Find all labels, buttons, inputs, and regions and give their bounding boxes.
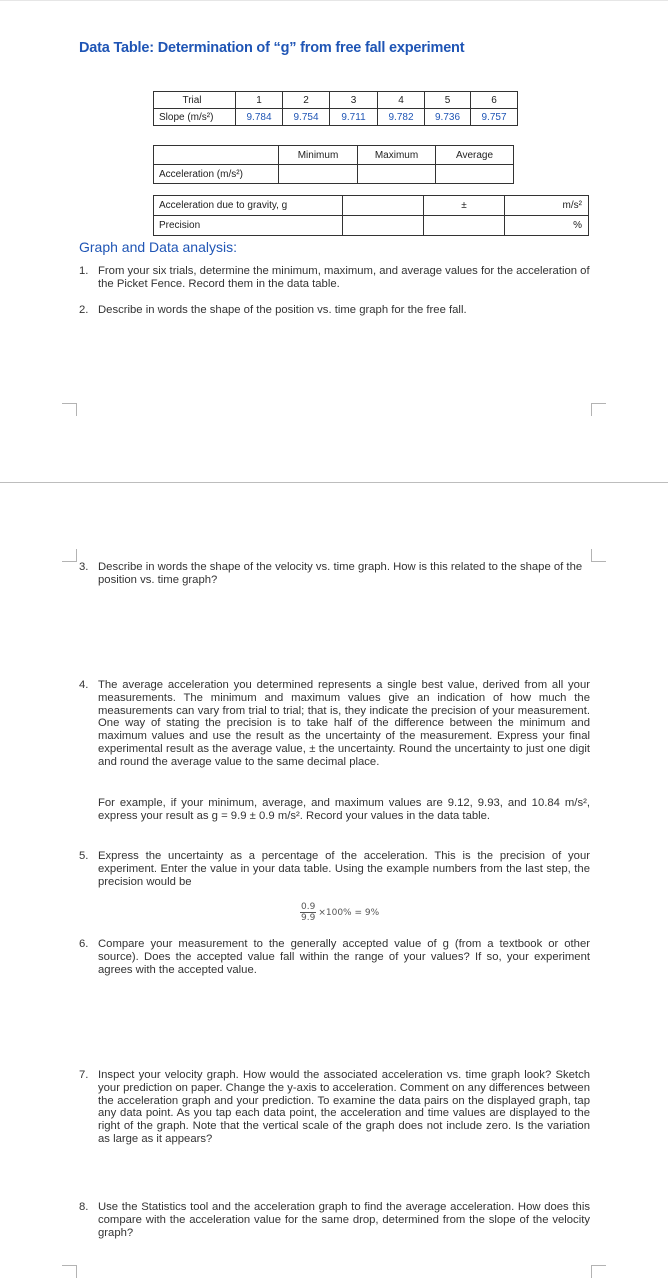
plus-minus-cell: ± <box>424 196 505 216</box>
question-text: Describe in words the shape of the position vs. time graph for the free fall. <box>98 304 467 316</box>
average-header: Average <box>436 146 514 165</box>
question-text: Describe in words the shape of the velocity vs. time graph. How is this related to the shape of the position vs. time graph? <box>98 561 583 586</box>
precision-label: Precision <box>154 216 343 236</box>
minimum-value-cell[interactable] <box>279 165 358 184</box>
formula-rest: ×100% = 9% <box>318 907 380 918</box>
trial-number-cell: 1 <box>236 92 283 109</box>
maximum-value-cell[interactable] <box>358 165 436 184</box>
trial-number-cell: 4 <box>378 92 425 109</box>
question-1 <box>79 265 590 291</box>
precision-row <box>154 216 589 236</box>
trial-number-cell: 3 <box>330 92 378 109</box>
formula-fraction <box>300 902 316 923</box>
slope-header-cell: Slope (m/s²) <box>154 109 236 126</box>
question-6 <box>79 938 590 976</box>
trial-number-cell: 2 <box>283 92 330 109</box>
page-top-edge <box>0 0 668 1</box>
question-number: 4. <box>79 679 89 691</box>
page-corner-mark <box>62 403 77 416</box>
gravity-unit-cell: m/s² <box>505 196 589 216</box>
trial-data-table <box>153 91 518 126</box>
trial-row <box>154 92 518 109</box>
average-value-cell[interactable] <box>436 165 514 184</box>
page-break <box>0 482 668 483</box>
trial-header-cell <box>154 92 236 109</box>
range-header-row <box>154 146 514 165</box>
question-8 <box>79 1201 590 1239</box>
page-corner-mark <box>591 549 606 562</box>
gravity-label: Acceleration due to gravity, g <box>154 196 343 216</box>
example-paragraph: For example, if your minimum, average, and maximum values are 9.12, 9.93, and 10.84 m/s², express your result as g = 9.9 ± 0.9 m/s². Record your values in the data table. <box>98 797 590 822</box>
question-4 <box>79 679 590 769</box>
question-number: 2. <box>79 304 89 316</box>
slope-value-cell: 9.754 <box>283 109 330 126</box>
question-7 <box>79 1069 590 1146</box>
precision-formula <box>300 902 379 923</box>
precision-unit-cell: % <box>505 216 589 236</box>
gravity-row <box>154 196 589 216</box>
gravity-value-cell[interactable] <box>343 196 424 216</box>
page-corner-mark <box>591 403 606 416</box>
question-text: From your six trials, determine the minimum, maximum, and average values for the acceleration of the Picket Fence. Record them in the data table. <box>98 265 590 290</box>
question-number: 6. <box>79 938 89 950</box>
trial-header: Trial <box>182 94 202 106</box>
formula-numerator: 0.9 <box>301 902 316 912</box>
minimum-header: Minimum <box>279 146 358 165</box>
slope-value-cell: 9.711 <box>330 109 378 126</box>
question-text: Use the Statistics tool and the acceleration graph to find the average acceleration. How does this compare with the acceleration value for the same drop, determined from the slope of the velocity graph? <box>98 1201 590 1239</box>
question-text: Express the uncertainty as a percentage of the acceleration. This is the precision of your experiment. Enter the value in your data table. Using the example numbers from the last step, the precision would be <box>98 850 590 888</box>
question-number: 7. <box>79 1069 89 1081</box>
slope-row <box>154 109 518 126</box>
maximum-header: Maximum <box>358 146 436 165</box>
question-2 <box>79 304 590 317</box>
trial-number-cell: 5 <box>425 92 471 109</box>
question-number: 3. <box>79 561 89 573</box>
question-text: The average acceleration you determined represents a single best value, derived from all your measurements. The minimum and maximum values give an indication of how much the measurements can vary from trial to trial; that is, they indicate the precision of your measurement. One way of stating the precision is to take half of the difference between the minimum and maximum values and use the result as the uncertainty of the measurement. Express your final experimental result as the average value, ± the uncertainty. Round the uncertainty to just one digit and round the average value to the same decimal place. <box>98 679 590 768</box>
precision-value-cell[interactable] <box>343 216 424 236</box>
question-number: 5. <box>79 850 89 862</box>
question-5 <box>79 850 590 888</box>
slope-value-cell: 9.757 <box>471 109 518 126</box>
section-heading: Graph and Data analysis: <box>79 239 237 255</box>
slope-value-cell: 9.784 <box>236 109 283 126</box>
question-number: 1. <box>79 265 89 277</box>
page-title: Data Table: Determination of “g” from free fall experiment <box>79 40 465 56</box>
slope-value-cell: 9.736 <box>425 109 471 126</box>
trial-number-cell: 6 <box>471 92 518 109</box>
page-corner-mark <box>62 1265 77 1278</box>
empty-corner-cell <box>154 146 279 165</box>
question-number: 8. <box>79 1201 89 1213</box>
question-3 <box>79 561 590 587</box>
precision-blank-cell <box>424 216 505 236</box>
acceleration-row <box>154 165 514 184</box>
question-text: Inspect your velocity graph. How would the associated acceleration vs. time graph look? Sketch your prediction on paper. Change the y-axis to acceleration. Comment on any differences between the acceleration graph and your prediction. To examine the data pairs on the displayed graph, tap any data point. As you tap each data point, the acceleration and time values are displayed to the right of the graph. Note that the vertical scale of the graph does not include zero. Is the variation as large as it appears? <box>98 1069 590 1145</box>
question-text: Compare your measurement to the generally accepted value of g (from a textbook or other source). Does the accepted value fall within the range of your values? If so, your experiment agrees with the accepted value. <box>98 938 590 976</box>
gravity-result-table <box>153 195 589 236</box>
slope-value-cell: 9.782 <box>378 109 425 126</box>
page-corner-mark <box>62 549 77 562</box>
acceleration-range-table <box>153 145 514 184</box>
acceleration-label: Acceleration (m/s²) <box>154 165 279 184</box>
page-corner-mark <box>591 1265 606 1278</box>
formula-denominator: 9.9 <box>301 913 316 923</box>
